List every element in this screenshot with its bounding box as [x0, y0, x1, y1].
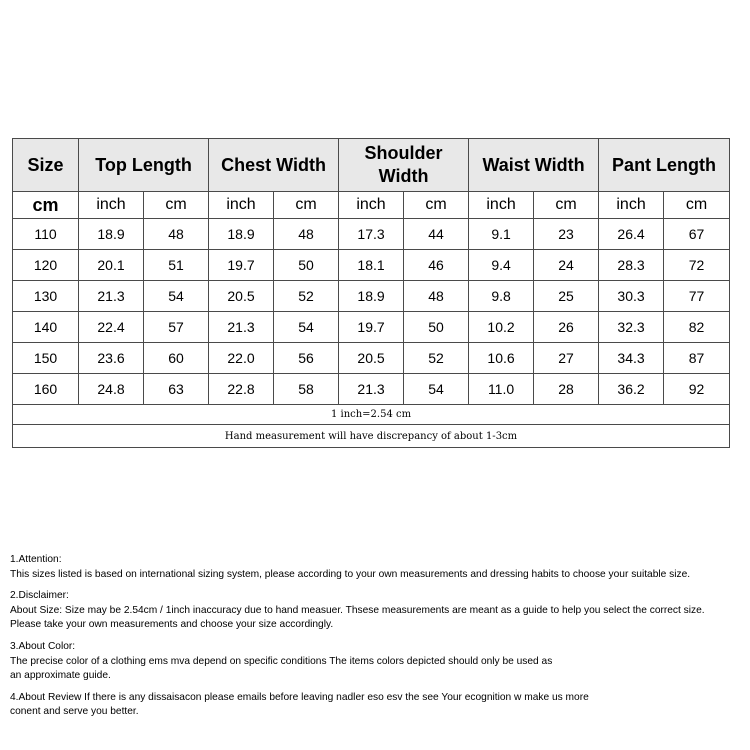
- top-length-cm-cell: 63: [144, 374, 209, 405]
- notes-section: [10, 553, 745, 727]
- size-header: Size: [13, 139, 79, 192]
- chest-width-cm-cell: 52: [274, 281, 339, 312]
- waist-width-header: Waist Width: [469, 139, 599, 192]
- chest-width-inch-cell: 19.7: [209, 250, 274, 281]
- pant-length-inch-unit: inch: [599, 192, 664, 219]
- table-row: [13, 281, 730, 312]
- note-line: 4.About Review If there is any dissaisacon please emails before leaving nadler eso esv the see Your ecognition w make us more: [10, 691, 589, 703]
- pant-length-cm-cell: 72: [664, 250, 730, 281]
- size-cell: 130: [13, 281, 79, 312]
- chest-width-cm-unit: cm: [274, 192, 339, 219]
- waist-width-cm-cell: 25: [534, 281, 599, 312]
- chest-width-inch-cell: 22.8: [209, 374, 274, 405]
- top-length-inch-cell: 18.9: [79, 219, 144, 250]
- chest-width-cm-cell: 56: [274, 343, 339, 374]
- chest-width-header: Chest Width: [209, 139, 339, 192]
- note-line: an approximate guide.: [10, 670, 111, 682]
- size-cell: 140: [13, 312, 79, 343]
- waist-width-inch-cell: 10.2: [469, 312, 534, 343]
- shoulder-width-cm-cell: 44: [404, 219, 469, 250]
- pant-length-cm-cell: 67: [664, 219, 730, 250]
- attention-note: [10, 553, 745, 582]
- note-title: 2.Disclaimer:: [10, 590, 69, 602]
- conversion-note: 1 inch=2.54 cm: [13, 405, 730, 425]
- shoulder-width-inch-unit: inch: [339, 192, 404, 219]
- color-note: [10, 640, 745, 684]
- waist-width-inch-cell: 10.6: [469, 343, 534, 374]
- shoulder-width-header-line2: Width: [378, 166, 429, 186]
- size-chart-table: [12, 138, 730, 448]
- review-note: [10, 691, 745, 720]
- chest-width-inch-unit: inch: [209, 192, 274, 219]
- chest-width-inch-cell: 18.9: [209, 219, 274, 250]
- table-row: [13, 219, 730, 250]
- pant-length-cm-unit: cm: [664, 192, 730, 219]
- shoulder-width-inch-cell: 21.3: [339, 374, 404, 405]
- shoulder-width-inch-cell: 18.1: [339, 250, 404, 281]
- note-title: 3.About Color:: [10, 640, 76, 652]
- shoulder-width-header-line1: Shoulder: [364, 143, 443, 163]
- size-cell: 110: [13, 219, 79, 250]
- waist-width-inch-cell: 9.1: [469, 219, 534, 250]
- chest-width-inch-cell: 22.0: [209, 343, 274, 374]
- pant-length-header: Pant Length: [599, 139, 730, 192]
- note-title: 1.Attention:: [10, 554, 62, 565]
- pant-length-inch-cell: 30.3: [599, 281, 664, 312]
- shoulder-width-cm-cell: 46: [404, 250, 469, 281]
- pant-length-inch-cell: 36.2: [599, 374, 664, 405]
- chest-width-cm-cell: 50: [274, 250, 339, 281]
- top-length-inch-cell: 22.4: [79, 312, 144, 343]
- size-cell: 120: [13, 250, 79, 281]
- waist-width-inch-cell: 9.4: [469, 250, 534, 281]
- waist-width-inch-cell: 9.8: [469, 281, 534, 312]
- shoulder-width-cm-unit: cm: [404, 192, 469, 219]
- shoulder-width-inch-cell: 18.9: [339, 281, 404, 312]
- size-cell: 150: [13, 343, 79, 374]
- top-length-cm-cell: 54: [144, 281, 209, 312]
- pant-length-cm-cell: 92: [664, 374, 730, 405]
- pant-length-cm-cell: 77: [664, 281, 730, 312]
- table-row: [13, 343, 730, 374]
- pant-length-inch-cell: 26.4: [599, 219, 664, 250]
- top-length-cm-cell: 60: [144, 343, 209, 374]
- waist-width-inch-unit: inch: [469, 192, 534, 219]
- chest-width-cm-cell: 58: [274, 374, 339, 405]
- top-length-inch-unit: inch: [79, 192, 144, 219]
- chest-width-cm-cell: 54: [274, 312, 339, 343]
- chest-width-cm-cell: 48: [274, 219, 339, 250]
- shoulder-width-cm-cell: 48: [404, 281, 469, 312]
- top-length-inch-cell: 24.8: [79, 374, 144, 405]
- note-line: About Size: Size may be 2.54cm / 1inch inaccuracy due to hand measuer. Thsese measurements are meant as a guide to help you select the correct size.: [10, 604, 705, 616]
- note-line: conent and serve you better.: [10, 706, 139, 718]
- top-length-inch-cell: 23.6: [79, 343, 144, 374]
- size-unit: cm: [13, 192, 79, 219]
- shoulder-width-inch-cell: 19.7: [339, 312, 404, 343]
- waist-width-cm-cell: 28: [534, 374, 599, 405]
- pant-length-cm-cell: 82: [664, 312, 730, 343]
- pant-length-inch-cell: 34.3: [599, 343, 664, 374]
- conversion-note-row: [13, 405, 730, 425]
- note-line: Please take your own measurements and choose your size accordingly.: [10, 619, 334, 631]
- top-length-inch-cell: 21.3: [79, 281, 144, 312]
- waist-width-cm-unit: cm: [534, 192, 599, 219]
- measurement-note: Hand measurement will have discrepancy of about 1-3cm: [13, 425, 730, 448]
- note-line: This sizes listed is based on international sizing system, please according to your own measurements and dressing habits to choose your suitable size.: [10, 568, 691, 580]
- size-cell: 160: [13, 374, 79, 405]
- waist-width-cm-cell: 27: [534, 343, 599, 374]
- top-length-inch-cell: 20.1: [79, 250, 144, 281]
- chest-width-inch-cell: 21.3: [209, 312, 274, 343]
- unit-row: [13, 192, 730, 219]
- measurement-note-row: [13, 425, 730, 448]
- table-row: [13, 374, 730, 405]
- shoulder-width-inch-cell: 20.5: [339, 343, 404, 374]
- disclaimer-note: [10, 589, 745, 633]
- table-row: [13, 312, 730, 343]
- pant-length-cm-cell: 87: [664, 343, 730, 374]
- shoulder-width-cm-cell: 52: [404, 343, 469, 374]
- shoulder-width-cm-cell: 50: [404, 312, 469, 343]
- note-line: The precise color of a clothing ems mva depend on specific conditions The items colors depicted should only be used as: [10, 655, 553, 667]
- shoulder-width-cm-cell: 54: [404, 374, 469, 405]
- top-length-header: Top Length: [79, 139, 209, 192]
- top-length-cm-cell: 48: [144, 219, 209, 250]
- table-row: [13, 250, 730, 281]
- waist-width-cm-cell: 26: [534, 312, 599, 343]
- top-length-cm-unit: cm: [144, 192, 209, 219]
- waist-width-cm-cell: 23: [534, 219, 599, 250]
- waist-width-inch-cell: 11.0: [469, 374, 534, 405]
- chest-width-inch-cell: 20.5: [209, 281, 274, 312]
- shoulder-width-inch-cell: 17.3: [339, 219, 404, 250]
- header-row: [13, 139, 730, 192]
- top-length-cm-cell: 57: [144, 312, 209, 343]
- top-length-cm-cell: 51: [144, 250, 209, 281]
- pant-length-inch-cell: 28.3: [599, 250, 664, 281]
- pant-length-inch-cell: 32.3: [599, 312, 664, 343]
- waist-width-cm-cell: 24: [534, 250, 599, 281]
- shoulder-width-header: [339, 139, 469, 192]
